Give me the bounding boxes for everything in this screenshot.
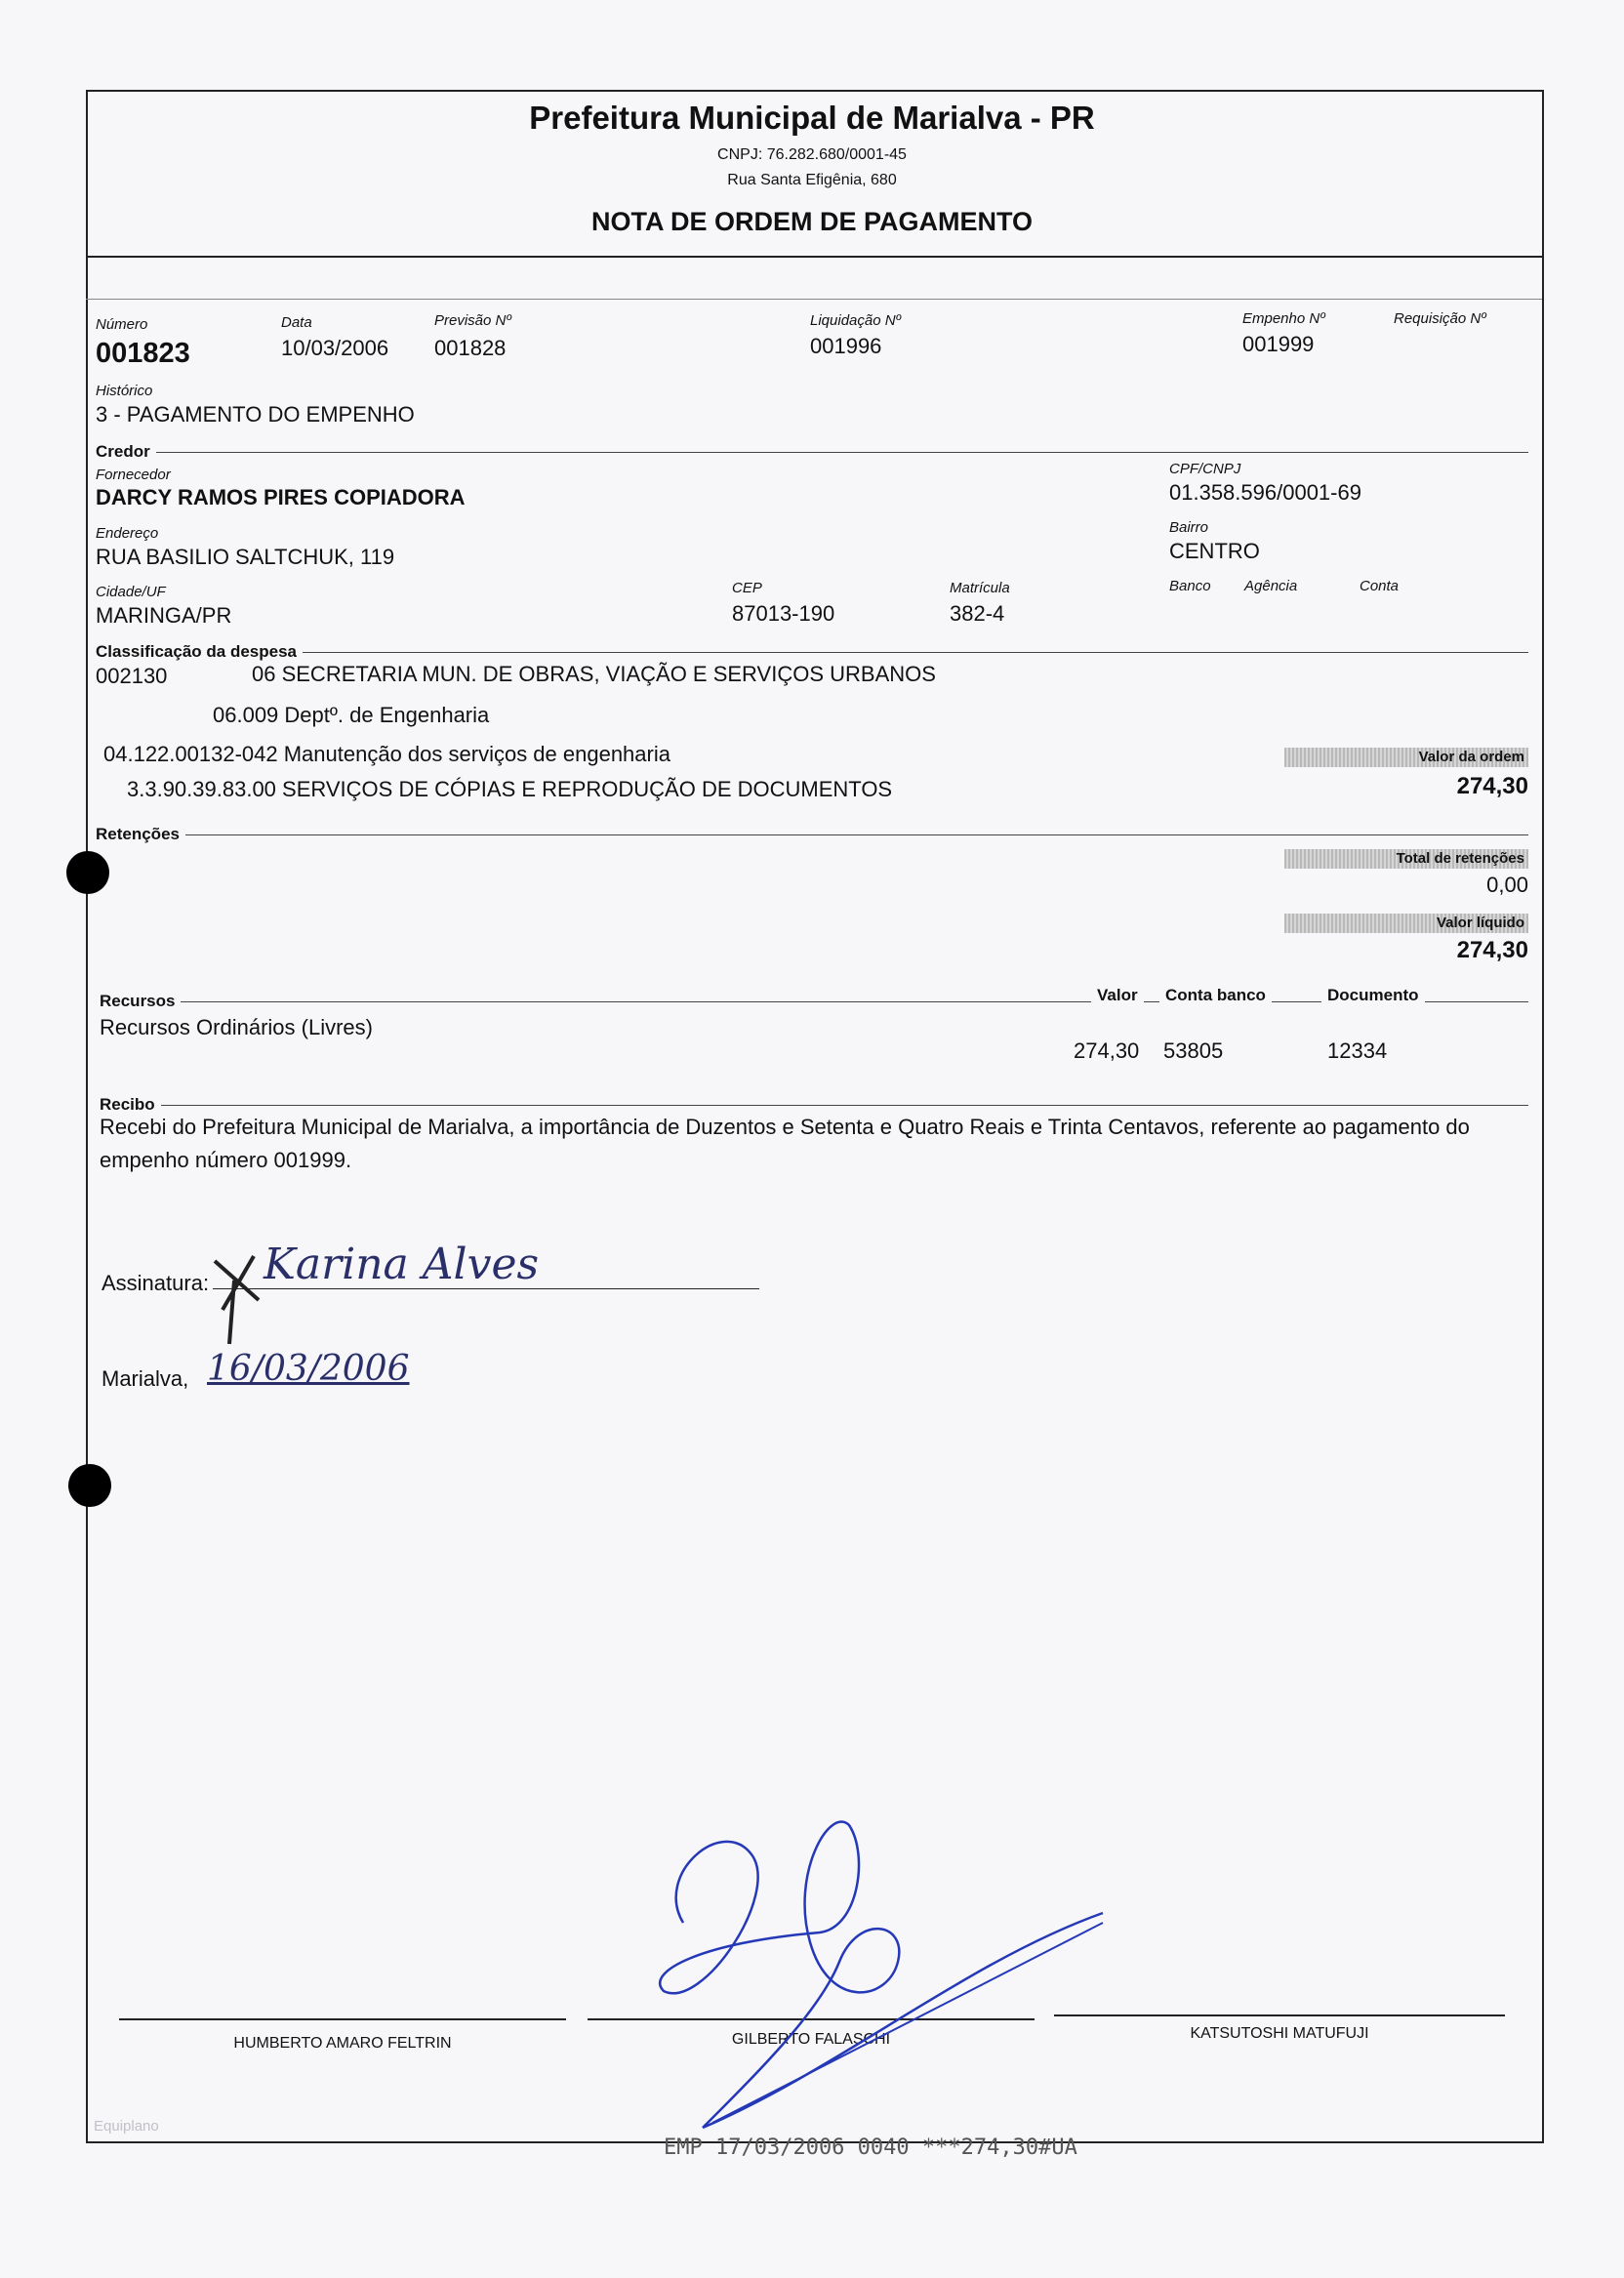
recursos-conta: 53805	[1163, 1038, 1224, 1063]
matricula-label: Matrícula	[950, 580, 1010, 596]
endereco-value: RUA BASILIO SALTCHUK, 119	[96, 545, 395, 569]
classificacao-section: Classificação da despesa	[96, 642, 303, 662]
payment-stamp: EMP 17/03/2006 0040 ***274,30#UA	[664, 2136, 1077, 2160]
classificacao-code: 002130	[96, 664, 168, 688]
recursos-valor-label: Valor	[1091, 986, 1144, 1005]
classificacao-acao: 04.122.00132-042 Manutenção dos serviços de engenharia	[103, 742, 670, 766]
data-label: Data	[281, 314, 312, 331]
cep-label: CEP	[732, 580, 762, 596]
credor-rule	[96, 452, 1528, 453]
org-cnpj: CNPJ: 76.282.680/0001-45	[717, 146, 907, 163]
recursos-conta-label: Conta banco	[1159, 986, 1272, 1005]
recursos-rule	[100, 1001, 1528, 1002]
header-divider-thin	[86, 299, 1542, 300]
data-value: 10/03/2006	[281, 336, 389, 360]
retencoes-rule	[96, 834, 1528, 835]
total-retencoes-value: 0,00	[1486, 873, 1528, 897]
valor-ordem-label: Valor da ordem	[1284, 748, 1528, 767]
recibo-section: Recibo	[100, 1095, 161, 1115]
recursos-valor: 274,30	[1074, 1038, 1140, 1063]
bairro-value: CENTRO	[1169, 539, 1260, 563]
banco-label: Banco	[1169, 578, 1211, 594]
matricula-value: 382-4	[950, 601, 1005, 626]
fornecedor-label: Fornecedor	[96, 467, 171, 483]
signature-line-3	[1054, 2014, 1505, 2016]
punch-hole-icon	[68, 1464, 111, 1507]
historico-value: 3 - PAGAMENTO DO EMPENHO	[96, 402, 415, 427]
bairro-label: Bairro	[1169, 519, 1209, 536]
previsao-value: 001828	[434, 336, 507, 360]
agencia-label: Agência	[1244, 578, 1298, 594]
endereco-label: Endereço	[96, 525, 159, 542]
requisicao-label: Requisição Nº	[1394, 310, 1486, 327]
recursos-documento-label: Documento	[1321, 986, 1425, 1005]
punch-hole-icon	[66, 851, 109, 894]
signature-line-1	[119, 2018, 566, 2020]
recibo-rule	[100, 1105, 1528, 1106]
cep-value: 87013-190	[732, 601, 835, 626]
liquidacao-label: Liquidação Nº	[810, 312, 902, 329]
header-divider	[86, 256, 1542, 258]
empenho-value: 001999	[1242, 332, 1315, 356]
previsao-label: Previsão Nº	[434, 312, 511, 329]
total-retencoes-label: Total de retenções	[1284, 849, 1528, 869]
historico-label: Histórico	[96, 383, 153, 399]
numero-label: Número	[96, 316, 148, 333]
handwritten-signature-icon	[644, 1815, 1113, 2147]
document-title: NOTA DE ORDEM DE PAGAMENTO	[590, 207, 1033, 236]
retencoes-section: Retenções	[96, 825, 185, 844]
recursos-descricao: Recursos Ordinários (Livres)	[100, 1015, 373, 1039]
liquidacao-value: 001996	[810, 334, 882, 358]
credor-section: Credor	[96, 442, 156, 462]
valor-liquido-label: Valor líquido	[1284, 914, 1528, 933]
cpf-label: CPF/CNPJ	[1169, 461, 1241, 477]
cidade-label: Cidade/UF	[96, 584, 166, 600]
empenho-label: Empenho Nº	[1242, 310, 1325, 327]
valor-ordem-value: 274,30	[1456, 773, 1528, 799]
signatory-name-2: GILBERTO FALASCHI	[731, 2031, 891, 2048]
classificacao-elemento: 3.3.90.39.83.00 SERVIÇOS DE CÓPIAS E REPRODUÇÃO DE DOCUMENTOS	[127, 777, 893, 801]
watermark: Equiplano	[94, 2118, 159, 2135]
local-label: Marialva,	[102, 1366, 189, 1391]
fornecedor-value: DARCY RAMOS PIRES COPIADORA	[96, 485, 466, 509]
recibo-text-line1: Recebi do Prefeitura Municipal de Marialva, a importância de Duzentos e Setenta e Quatro Reais e Trinta Centavos, referente ao pagamento do	[100, 1115, 1470, 1139]
assinatura-label: Assinatura:	[102, 1271, 210, 1295]
signatory-name-3: KATSUTOSHI MATUFUJI	[1190, 2025, 1369, 2042]
conta-label: Conta	[1360, 578, 1400, 594]
recursos-section: Recursos	[100, 992, 181, 1011]
org-title: Prefeitura Municipal de Marialva - PR	[529, 100, 1095, 136]
classificacao-rule	[96, 652, 1528, 653]
recursos-documento: 12334	[1327, 1038, 1388, 1063]
data-handwritten: 16/03/2006	[207, 1349, 410, 1389]
assinatura-handwritten: Karina Alves	[264, 1240, 540, 1289]
valor-liquido-value: 274,30	[1456, 937, 1528, 963]
cidade-value: MARINGA/PR	[96, 603, 232, 628]
classificacao-unidade: 06.009 Deptº. de Engenharia	[213, 703, 490, 727]
classificacao-orgao: 06 SECRETARIA MUN. DE OBRAS, VIAÇÃO E SERVIÇOS URBANOS	[252, 662, 936, 686]
cpf-value: 01.358.596/0001-69	[1169, 480, 1361, 505]
numero-value: 001823	[96, 338, 190, 369]
signatory-name-1: HUMBERTO AMARO FELTRIN	[233, 2035, 452, 2052]
assinatura-mark-icon	[205, 1241, 273, 1349]
recibo-text-line2: empenho número 001999.	[100, 1148, 352, 1172]
org-address: Rua Santa Efigênia, 680	[727, 172, 897, 188]
